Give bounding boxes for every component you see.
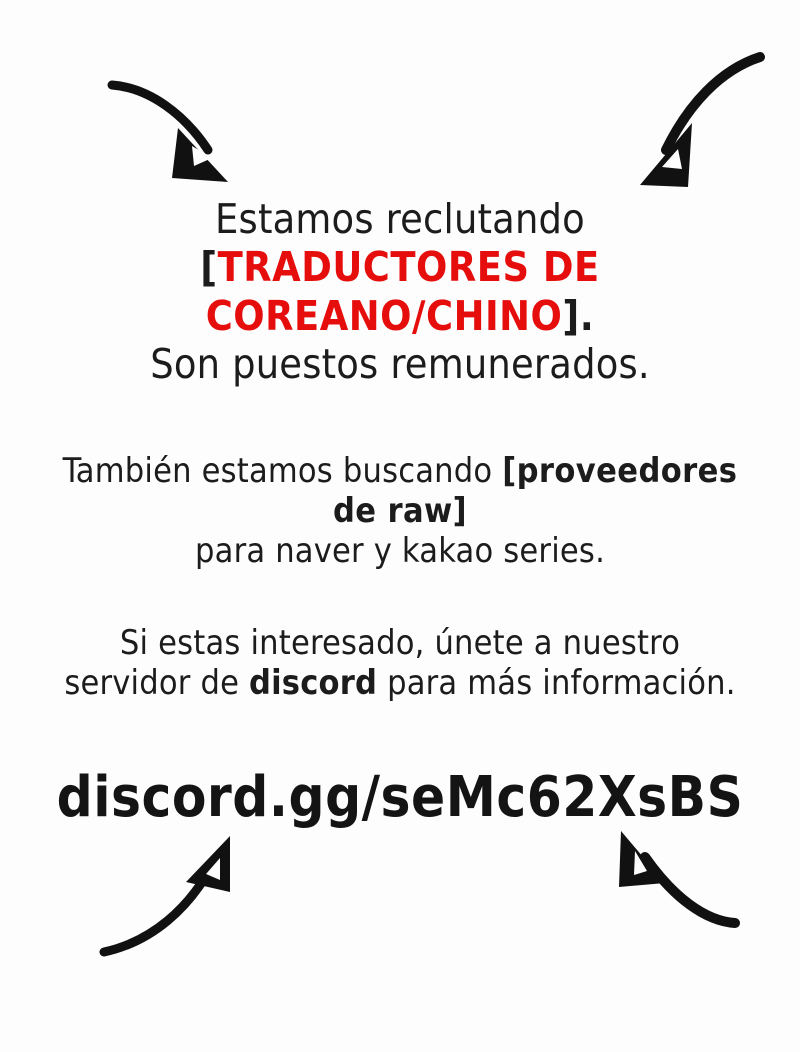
spacer <box>40 703 760 765</box>
arrow-up-right-icon <box>90 830 250 965</box>
spacer <box>40 389 760 451</box>
highlight-roles: TRADUCTORES DE COREANO/CHINO <box>205 243 600 340</box>
headline-line-3: Son puestos remunerados. <box>150 340 650 389</box>
paragraph-3-text-a: servidor de <box>64 662 250 703</box>
discord-word: discord <box>249 662 378 703</box>
paragraph-2-text-a: También estamos buscando <box>62 450 503 491</box>
headline-line-2 <box>40 243 760 340</box>
paragraph-3-line-2 <box>40 663 760 703</box>
paragraph-3-text-c: para más información. <box>377 662 736 703</box>
arrow-down-left-icon <box>600 45 770 205</box>
bracket-open: [ <box>200 243 218 292</box>
paragraph-2-line-2: para naver y kakao series. <box>195 530 605 571</box>
paragraph-2-line-1 <box>40 451 760 531</box>
paragraph-3-line-1: Si estas interesado, únete a nuestro <box>119 622 681 663</box>
headline-line-1: Estamos reclutando <box>215 195 585 243</box>
spacer <box>40 571 760 623</box>
paragraph-2-emphasis: [proveedores de raw] <box>332 450 738 531</box>
arrow-up-left-icon <box>595 825 745 935</box>
discord-invite-link[interactable]: discord.gg/seMc62XsBS <box>56 765 744 831</box>
arrow-down-right-icon <box>100 70 250 200</box>
announcement-text <box>0 195 800 830</box>
bracket-close: ]. <box>562 291 595 340</box>
